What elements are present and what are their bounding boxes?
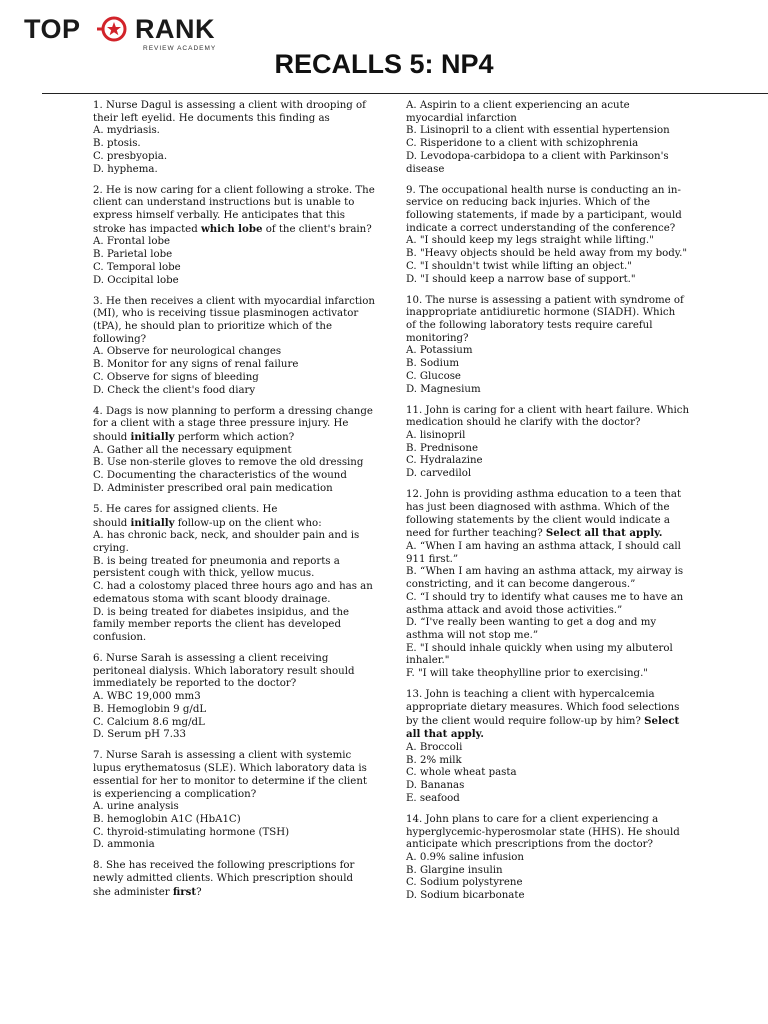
question-line: inhaler." bbox=[406, 655, 450, 667]
question-line: anticipate which prescriptions from the doctor? bbox=[406, 839, 653, 851]
question-line: B. 2% milk bbox=[406, 754, 462, 766]
question-line: A. "I should keep my legs straight while lifting." bbox=[406, 235, 654, 247]
question-line: D. Occipital lobe bbox=[93, 274, 179, 286]
question-block bbox=[93, 504, 376, 645]
question-line: F. "I will take theophylline prior to exercising." bbox=[406, 668, 648, 680]
question-line: C. thyroid-stimulating hormone (TSH) bbox=[93, 826, 290, 838]
question-line: express himself verbally. He anticipates that this bbox=[93, 210, 346, 222]
question-line: D. is being treated for diabetes insipidus, and the bbox=[93, 606, 350, 618]
question-line: D. carvedilol bbox=[406, 468, 472, 480]
question-line: 5. He cares for assigned clients. He bbox=[93, 503, 278, 515]
question-line: A. mydriasis. bbox=[93, 125, 160, 137]
question-line: B. Prednisone bbox=[406, 442, 479, 454]
question-line: C. Documenting the characteristics of the wound bbox=[93, 470, 347, 482]
question-line: A. Frontal lobe bbox=[93, 236, 171, 248]
question-line: D. Serum pH 7.33 bbox=[93, 729, 186, 741]
question-line: indicate a correct understanding of the conference? bbox=[406, 222, 676, 234]
logo-text-left: TOP bbox=[24, 14, 81, 44]
question-line: B. Sodium bbox=[406, 358, 460, 370]
question-line: C. Glucose bbox=[406, 370, 461, 382]
line-text: should bbox=[93, 432, 131, 444]
question-line: B. hemoglobin A1C (HbA1C) bbox=[93, 813, 241, 825]
line-text: should bbox=[93, 517, 131, 529]
line-text: follow-up on the client who: bbox=[174, 517, 322, 529]
header-divider bbox=[42, 93, 768, 94]
question-line: A. Gather all the necessary equipment bbox=[93, 444, 292, 456]
question-line: asthma will not stop me.” bbox=[406, 629, 539, 641]
question-line: B. "Heavy objects should be held away from my body." bbox=[406, 248, 688, 260]
emphasis-text: which lobe bbox=[200, 222, 263, 235]
question-line: A. has chronic back, neck, and shoulder pain and is bbox=[93, 530, 360, 542]
question-block bbox=[93, 185, 376, 288]
question-line: B. Hemoglobin 9 g/dL bbox=[93, 703, 207, 715]
logo-star-icon bbox=[97, 16, 131, 42]
line-text: perform which action? bbox=[174, 432, 295, 444]
question-line: 1. Nurse Dagul is assessing a client with drooping of bbox=[93, 100, 366, 111]
question-line: A. Potassium bbox=[406, 345, 473, 357]
question-line: is experiencing a complication? bbox=[93, 788, 257, 800]
question-line: D. Levodopa-carbidopa to a client with Parkinson's bbox=[406, 150, 669, 162]
question-line: edematous stoma with scant bloody drainage. bbox=[93, 593, 331, 605]
emphasis-text: Select all that apply. bbox=[545, 527, 663, 540]
question-line: appropriate dietary measures. Which food selections bbox=[406, 701, 680, 713]
emphasis-text: first bbox=[172, 885, 197, 898]
question-line: D. ammonia bbox=[93, 839, 155, 851]
question-line: A. urine analysis bbox=[93, 801, 179, 813]
logo-subtitle: REVIEW ACADEMY bbox=[143, 45, 217, 52]
question-line: medication should he clarify with the doctor? bbox=[406, 417, 641, 429]
question-block bbox=[406, 184, 688, 287]
line-text: ? bbox=[196, 886, 202, 898]
question-line: peritoneal dialysis. Which laboratory result should bbox=[93, 665, 355, 677]
question-line: B. Parietal lobe bbox=[93, 249, 173, 261]
question-line: monitoring? bbox=[406, 332, 469, 344]
question-line bbox=[93, 223, 376, 237]
question-block bbox=[406, 814, 678, 903]
question-line: (tPA), he should plan to prioritize which of the bbox=[93, 321, 333, 333]
question-line: B. “When I am having an asthma attack, my airway is bbox=[406, 566, 684, 578]
question-line: essential for her to monitor to determine if the client bbox=[93, 775, 367, 787]
question-line: 3. He then receives a client with myocardial infarction bbox=[93, 295, 375, 307]
question-line: family member reports the client has developed bbox=[93, 619, 341, 631]
question-block bbox=[406, 689, 678, 805]
line-text: need for further teaching? bbox=[406, 528, 546, 540]
question-block bbox=[93, 406, 376, 496]
question-line: has just been diagnosed with asthma. Which of the bbox=[406, 501, 670, 513]
emphasis-text: Select bbox=[644, 714, 680, 727]
question-line: D. “I've really been wanting to get a dog and my bbox=[406, 617, 657, 629]
question-line: 10. The nurse is assessing a patient with syndrome of bbox=[406, 294, 684, 306]
line-text: of the client's brain? bbox=[262, 223, 372, 235]
question-line bbox=[93, 431, 376, 445]
question-line: D. Sodium bicarbonate bbox=[406, 890, 525, 902]
question-line: C. Risperidone to a client with schizophrenia bbox=[406, 138, 639, 150]
question-line: B. Lisinopril to a client with essential hypertension bbox=[406, 125, 670, 137]
question-block bbox=[93, 653, 376, 742]
question-line: C. Observe for signs of bleeding bbox=[93, 371, 259, 383]
question-line: B. Use non-sterile gloves to remove the old dressing bbox=[93, 457, 364, 469]
question-line: D. Check the client's food diary bbox=[93, 384, 256, 396]
question-block bbox=[93, 100, 376, 176]
question-line: 4. Dags is now planning to perform a dressing change bbox=[93, 405, 373, 417]
question-block bbox=[406, 404, 690, 481]
question-block bbox=[93, 296, 376, 398]
question-line: A. “When I am having an asthma attack, I should call bbox=[406, 541, 681, 553]
right-column bbox=[406, 100, 690, 911]
question-line: C. “I should try to identify what causes me to have an bbox=[406, 591, 684, 603]
question-line: B. ptosis. bbox=[93, 138, 141, 150]
question-line: 13. John is teaching a client with hypercalcemia bbox=[406, 689, 655, 701]
question-line: following statements, if made by a participant, would bbox=[406, 210, 682, 222]
question-line: B. Glargine insulin bbox=[406, 864, 503, 876]
question-line: confusion. bbox=[93, 631, 147, 643]
logo-text-right: RANK bbox=[135, 14, 215, 44]
question-line: A. lisinopril bbox=[406, 430, 466, 442]
question-line: C. presbyopia. bbox=[93, 150, 168, 162]
question-line: A. WBC 19,000 mm3 bbox=[93, 691, 201, 703]
question-line: hyperglycemic-hyperosmolar state (HHS). He should bbox=[406, 826, 680, 838]
question-line: myocardial infarction bbox=[406, 112, 517, 124]
question-line: C. Sodium polystyrene bbox=[406, 877, 523, 889]
line-text: by the client would require follow-up by him? bbox=[406, 715, 645, 727]
question-line bbox=[406, 527, 678, 541]
question-line: following statements by the client would indicate a bbox=[406, 514, 671, 526]
question-line bbox=[93, 886, 376, 900]
question-line: B. is being treated for pneumonia and reports a bbox=[93, 555, 340, 567]
question-line: constricting, and it can become dangerous.” bbox=[406, 579, 636, 591]
question-line bbox=[406, 715, 678, 729]
question-line: 7. Nurse Sarah is assessing a client with systemic bbox=[93, 750, 352, 762]
question-line: 911 first.” bbox=[406, 553, 459, 565]
question-block bbox=[406, 100, 678, 176]
question-line: C. Hydralazine bbox=[406, 455, 483, 467]
question-line: A. 0.9% saline infusion bbox=[406, 852, 524, 864]
emphasis-text: all that apply. bbox=[406, 728, 484, 741]
question-line: immediately be reported to the doctor? bbox=[93, 678, 297, 690]
question-line: 8. She has received the following prescriptions for bbox=[93, 860, 355, 872]
question-line: persistent cough with thick, yellow mucus. bbox=[93, 568, 315, 580]
question-line: following? bbox=[93, 333, 147, 345]
question-line: client can understand instructions but is unable to bbox=[93, 197, 355, 209]
question-line: lupus erythematosus (SLE). Which laboratory data is bbox=[93, 763, 367, 775]
emphasis-text: initially bbox=[130, 431, 175, 444]
question-line: 9. The occupational health nurse is conducting an in- bbox=[406, 184, 681, 196]
question-line: C. had a colostomy placed three hours ago and has an bbox=[93, 581, 373, 593]
question-line: A. Aspirin to a client experiencing an acute bbox=[406, 100, 630, 111]
question-line: of the following laboratory tests require careful bbox=[406, 320, 653, 332]
question-line: C. Temporal lobe bbox=[93, 261, 181, 273]
question-line: C. "I shouldn't twist while lifting an object." bbox=[406, 260, 632, 272]
question-line: D. Administer prescribed oral pain medication bbox=[93, 482, 333, 494]
question-line: E. seafood bbox=[406, 792, 460, 804]
question-line: (MI), who is receiving tissue plasminogen activator bbox=[93, 308, 359, 320]
question-block bbox=[406, 294, 684, 397]
page-title: RECALLS 5: NP4 bbox=[274, 49, 494, 79]
question-block bbox=[406, 489, 684, 681]
question-line: crying. bbox=[93, 543, 129, 555]
line-text: stroke has impacted bbox=[93, 223, 201, 235]
question-line: D. Bananas bbox=[406, 780, 465, 792]
question-line bbox=[93, 517, 376, 531]
question-block bbox=[93, 860, 376, 899]
question-line: disease bbox=[406, 163, 445, 175]
question-line: 2. He is now caring for a client following a stroke. The bbox=[93, 184, 375, 196]
emphasis-text: initially bbox=[130, 516, 175, 529]
question-line bbox=[406, 728, 678, 742]
question-line: their left eyelid. He documents this finding as bbox=[93, 112, 330, 124]
question-line: asthma attack and avoid those activities.” bbox=[406, 604, 623, 616]
question-line: newly admitted clients. Which prescription should bbox=[93, 873, 354, 885]
question-line: inappropriate antidiuretic hormone (SIADH). Which bbox=[406, 307, 676, 319]
question-line: A. Observe for neurological changes bbox=[93, 346, 282, 358]
left-column bbox=[93, 100, 376, 908]
question-line: 12. John is providing asthma education to a teen that bbox=[406, 489, 682, 501]
question-line: service on reducing back injuries. Which of the bbox=[406, 197, 651, 209]
question-line: E. "I should inhale quickly when using my albuterol bbox=[406, 642, 673, 654]
question-line: D. "I should keep a narrow base of support." bbox=[406, 273, 636, 285]
question-line: B. Monitor for any signs of renal failure bbox=[93, 359, 299, 371]
question-line: 14. John plans to care for a client experiencing a bbox=[406, 813, 659, 825]
question-line: C. Calcium 8.6 mg/dL bbox=[93, 716, 205, 728]
question-line: for a client with a stage three pressure injury. He bbox=[93, 418, 349, 430]
question-line: 6. Nurse Sarah is assessing a client receiving bbox=[93, 653, 329, 665]
question-line: C. whole wheat pasta bbox=[406, 767, 517, 779]
question-line: 11. John is caring for a client with heart failure. Which bbox=[406, 404, 690, 416]
question-block bbox=[93, 750, 376, 852]
line-text: she administer bbox=[93, 886, 173, 898]
question-line: D. hyphema. bbox=[93, 163, 158, 175]
question-line: A. Broccoli bbox=[406, 742, 463, 753]
question-line: D. Magnesium bbox=[406, 383, 481, 395]
